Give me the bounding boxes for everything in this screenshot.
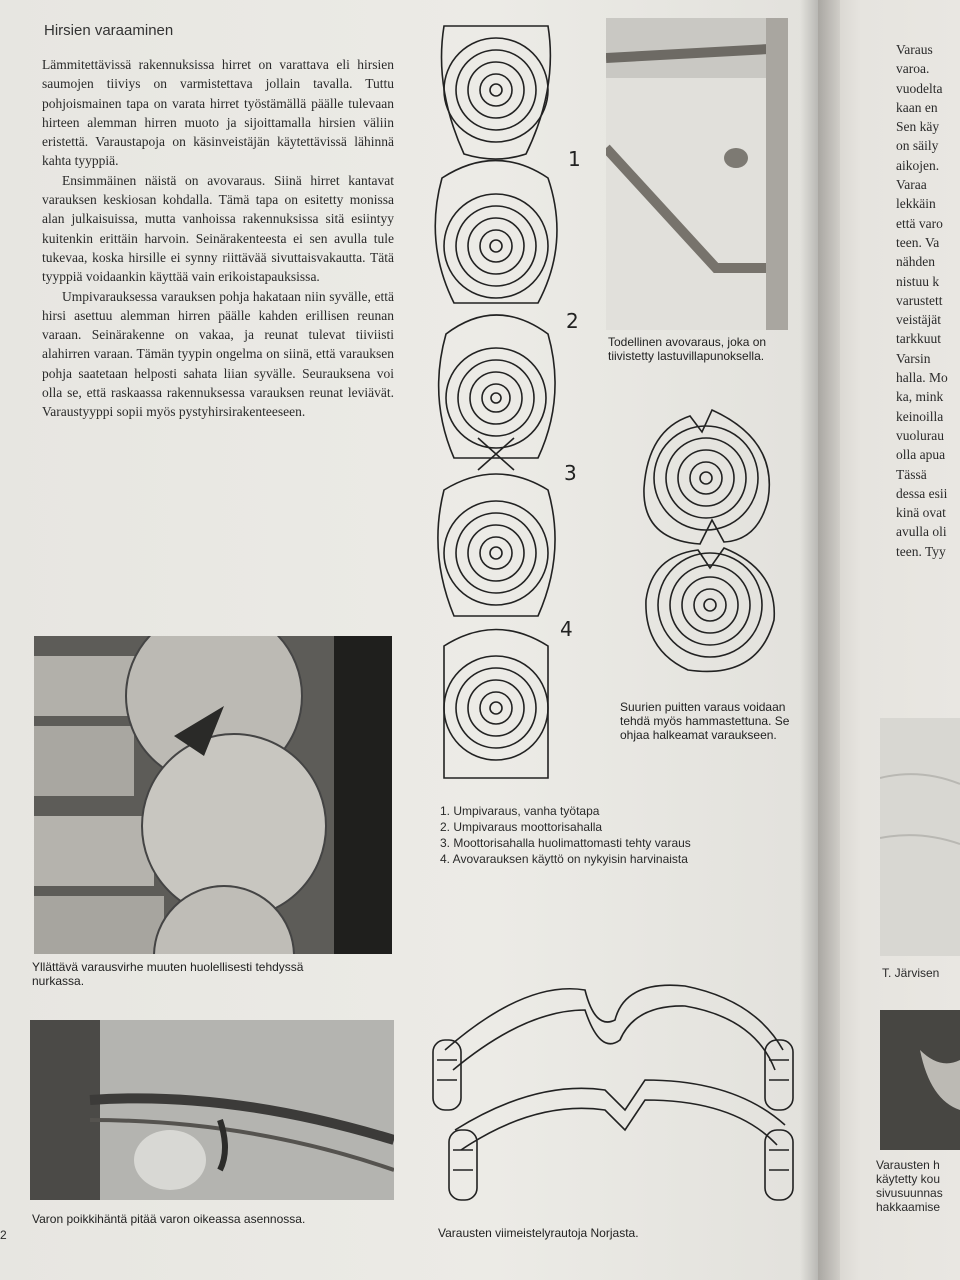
right-text-line: varustett	[896, 292, 943, 308]
right-text-line: Varsin	[896, 350, 931, 366]
legend-item-4: 4. Avovarauksen käyttö on nykyisin harvinaista	[440, 852, 688, 866]
right-text-line: veistäjät	[896, 312, 941, 328]
body-text	[42, 55, 394, 422]
diagram-number-3: 3	[564, 461, 577, 485]
caption-finishing-tools: Varausten viimeistelyrautoja Norjasta.	[438, 1226, 639, 1240]
right-text-line: kaan en	[896, 99, 938, 115]
right-text-line: nistuu k	[896, 273, 940, 289]
right-text-line: varoa.	[896, 61, 930, 77]
right-text-line: ka, mink	[896, 389, 944, 405]
caption-toothed-logs: Suurien puitten varaus voidaan tehdä myös hammastettuna. Se ohjaa halkeamat varaukseen.	[620, 700, 790, 742]
right-text-line: olla apua	[896, 447, 946, 463]
right-caption-1: T. Järvisen	[882, 966, 940, 980]
right-caption-2	[876, 1158, 943, 1214]
photo-tool	[30, 1020, 394, 1200]
book-gutter	[800, 0, 840, 1280]
right-text-line: avulla oli	[896, 524, 947, 540]
right-text-line: Tässä	[896, 466, 927, 482]
right-caption-line: hakkaamise	[876, 1200, 941, 1214]
toothed-logs-drawing	[628, 400, 798, 690]
right-text-line: Varaus	[896, 42, 933, 57]
paragraph-3: Umpivarauksessa varauksen pohja hakataan niin syvälle, että hirsi asettuu alemman hirren päälle kahden erillisen reunan varaan. Seinärakenne on vakaa, ja reunat tulevat tiiviisti alahirren varaan. Tämän tyypin ongelma on siinä, että varauksen pohja saatetaan helposti sahata liian syvälle. Seurauksena voi olla se, että raskaassa rakennuksessa varauksen reunat leviävät. Varaustyyppi sopii myös pystyhirsirakenteeseen.	[42, 288, 394, 420]
right-text-line: vuolurau	[896, 427, 944, 443]
legend-item-1: 1. Umpivaraus, vanha työtapa	[440, 804, 600, 818]
right-text-line: halla. Mo	[896, 370, 948, 386]
paragraph-2: Ensimmäinen näistä on avovaraus. Siinä hirret kantavat varauksen keskiosan kohdalla. Tämä tapa on esitetty monissa alan julkaisuissa, mutta vanhoissa rakennuksissa sitä esiintyy kuitenkin erittäin harvoin. Seinärakenteesta ei sen avulla tule tukevaa, koska hirsille ei synny riittävää sivuttaisvakautta. Tätä tyyppiä voidaankin käyttää vain erikoistapauksissa.	[42, 172, 394, 285]
right-text-line: tarkkuut	[896, 331, 941, 347]
paragraph-1: Lämmitettävissä rakennuksissa hirret on varattava eli hirsien saumojen tiiviys on varmistettava jollain tavalla. Tuttu pohjoismainen tapa on varata hirret työstämällä päälle tulevaan hirteen alemman hirren muoto ja sijoittamalla hirsien väliin eristettä. Varaustapoja on käsinveistäjän käytettävissä lähinnä kahta tyyppiä.	[42, 57, 394, 169]
right-text-line: että varo	[896, 215, 943, 231]
page-number: 2	[0, 1228, 7, 1242]
log-notch-diagram	[420, 18, 600, 788]
finishing-tools-drawing	[425, 960, 805, 1220]
right-text-line: Sen käy	[896, 119, 940, 135]
right-text-line: aikojen.	[896, 157, 940, 173]
caption-corner-notch-error: Yllättävä varausvirhe muuten huolellisesti tehdyssä nurkassa.	[32, 960, 304, 988]
section-heading: Hirsien varaaminen	[44, 22, 174, 39]
photo-open-notch	[606, 18, 788, 330]
right-text-line: on säily	[896, 138, 939, 154]
diagram-number-2: 2	[566, 309, 579, 333]
right-page-text	[896, 40, 960, 561]
right-caption-line: Varausten h	[876, 1158, 940, 1172]
right-caption-line: sivusuunnas	[876, 1186, 943, 1200]
right-photo-2	[880, 1010, 960, 1150]
right-text-line: nähden	[896, 254, 935, 270]
right-photo-1	[880, 718, 960, 956]
caption-tool: Varon poikkihäntä pitää varon oikeassa asennossa.	[32, 1212, 306, 1226]
right-text-line: vuodelta	[896, 80, 943, 96]
right-text-line: kinä ovat	[896, 505, 946, 521]
diagram-number-4: 4	[560, 617, 573, 641]
caption-open-notch: Todellinen avovaraus, joka on tiivistetty lastuvillapunoksella.	[608, 335, 767, 363]
right-caption-line: käytetty kou	[876, 1172, 941, 1186]
diagram-legend	[440, 803, 691, 867]
diagram-number-1: 1	[568, 147, 581, 171]
right-text-line: teen. Va	[896, 234, 940, 250]
photo-corner-notch-error	[34, 636, 392, 954]
right-text-line: Varaa	[896, 177, 927, 193]
right-text-line: teen. Tyy	[896, 543, 946, 559]
right-text-line: keinoilla	[896, 408, 944, 424]
right-text-line: lekkäin	[896, 196, 936, 212]
legend-item-2: 2. Umpivaraus moottorisahalla	[440, 820, 603, 834]
legend-item-3: 3. Moottorisahalla huolimattomasti tehty varaus	[440, 836, 691, 850]
right-text-line: dessa esii	[896, 485, 948, 501]
